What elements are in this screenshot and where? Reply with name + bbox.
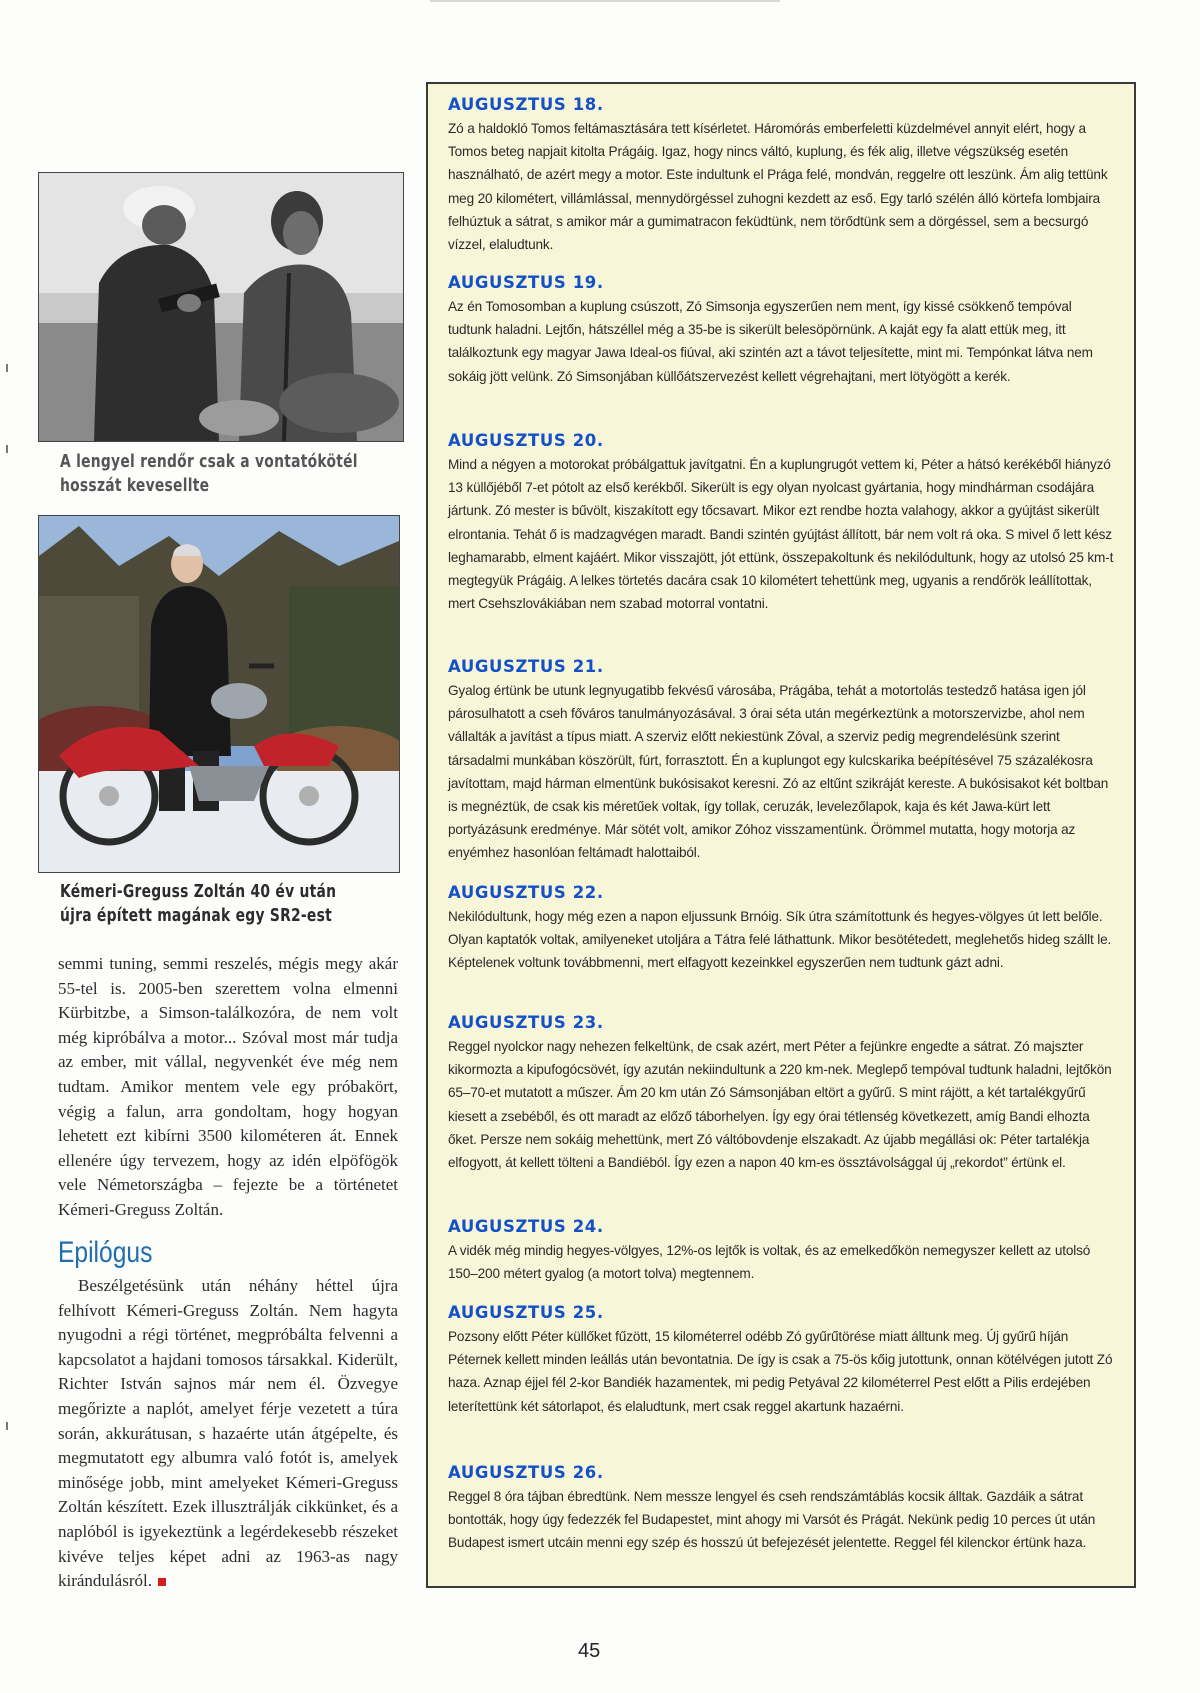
diary-entry [448, 1216, 1118, 1285]
diary-text: Reggel 8 óra tájban ébredtünk. Nem messze lengyel és cseh rendszámtáblás kocsik álltak. Gazdáik a sátrat bontották, hogy úgy fedezzék fel Budapestet, mint ahogy mi Varsót és Prágát. Nekünk pedig 10 perces út után Budapest ismert utcáin menni egy szép és hosszú út befejezését jelentette. Reggel fél kilenckor értünk haza. [448, 1489, 1096, 1551]
diary-text: Mind a négyen a motorokat próbálgattuk javítgatni. Én a kuplungrugót vettem ki, Péter a hátsó kerékéből hiányzó 13 küllőjéből 7-et pótolt az első kerékből. Sikerült is egy olyan nyolcast gyártania, hogy mindhárman csodájára jártunk. Zó mester is bűvölt, kiszakított egy tőcsavart. Mikor ezt rendbe hozta valahogy, akkor a gyújtást sikerült elrontania. Tehát ő is madzagvégen maradt. Bandi szintén gyújtást állított, bár nem volt rá oka. S mivel ő lett kész leghamarabb, elment kajáért. Mikor visszajött, jót ettünk, összepakoltunk és nekilódultunk, hogy az utolsó 25 km-t megtegyük Prágáig. A lelkes törtetés dacára csak 10 kilométert tehettünk meg, ugyanis a rendőrök leállítottak, mert Csehszlovákiában nem szabad motorral vontatni. [448, 457, 1114, 612]
photo-police-check [38, 172, 404, 442]
diary-text: Gyalog értünk be utunk legnyugatibb fekvésű városába, Prágába, tehát a motortolás testedző hatása igen jól párosulhatott a cseh főváros tanulmányozásával. 3 órai séta után megérkeztünk a motorszervizbe, ahol nem vállalták a javítást a típus miatt. A szerviz előtt nekiestünk Zóval, a szerviz pedig megrendelésünk szerint társadalmi munkában köszörült, fúrt, forrasztott. Én a kuplungot egy kulcskarika beépítésével 75 százalékosra javítottam, majd hárman elmentünk bukósisakot keresni. Zó az eltűnt szikráját kereste. A bukósisakot két boltban is megnéztük, de csak kis méretűek voltak, így tollak, ceruzák, levelezőlapok, kaja és két Jawa-kürt lett portyázásunk eredménye. Már sötét volt, amikor Zóhoz visszamentünk. Örömmel mutatta, hogy motorja az enyémhez hasonlóan feltámadt halottaiból. [448, 683, 1109, 861]
caption-police-photo: A lengyel rendőr csak a vontatókötél hosszát kevesellte [60, 452, 358, 496]
diary-date: AUGUSZTUS 22. [448, 883, 604, 902]
diary-entry [448, 1462, 1118, 1555]
binding-mark [6, 1422, 8, 1430]
diary-entry [448, 882, 1118, 975]
diary-text: Nekilódultunk, hogy még ezen a napon eljussunk Brnóig. Sík útra számítottunk és hegyes-völgyes út lett belőle. Olyan kaptatók voltak, amilyeneket utoljára a Tátra felé láthattunk. Mikor besötétedett, meglehetős hideg szállt le. Képtelenek voltunk továbbmenni, mert elfagyott kezeinkkel egyszerűen nem tudtunk gázt adni. [448, 909, 1112, 971]
binding-mark [6, 364, 8, 372]
diary-text: Az én Tomosomban a kuplung csúszott, Zó Simsonja egyszerűen nem ment, így kissé csökkenő tempóval tudtunk haladni. Lejtőn, hátszéllel még a 35-be is sikerült belesöpörnünk. A kaját egy fa alatt ettük meg, itt találkoztunk egy magyar Jawa Ideal-os fiúval, aki szintén azt a távot teljesítette, mint mi. Tempónkat látva nem sokáig jött velünk. Zó Simsonjában küllőátszervezést kellett végrehajtani, mert lötyögött a kerék. [448, 299, 1093, 384]
diary-entry [448, 1012, 1118, 1174]
diary-text: Reggel nyolckor nagy nehezen felkeltünk, de csak azért, mert Péter a fejünkre engedte a sátrat. Zó majszter kikormozta a kipufogócsövét, így azután nekiindultunk a 220 km-nek. Meglepő tempóval tudtunk haladni, lejtőkön 65–70-et mutatott a műszer. Ám 20 km után Zó Sámsonjában eltört a gyűrű. S mint rájött, a két tartalékgyűrű kiesett a zsebéből, és ott maradt az előző táborhelyen. Így egy órai tétlenség következett, amíg Bandi elhozta őket. Persze nem sokáig mehettünk, mert Zó váltóbovdenje elszakadt. Az újabb megállási ok: Péter tartalékja elfogyott, át kellett tölteni a Bandiéból. Így ezen a napon 40 km-es össztávolsággal új „rekordot” értünk el. [448, 1039, 1112, 1171]
diary-date: AUGUSZTUS 24. [448, 1217, 604, 1236]
diary-date: AUGUSZTUS 21. [448, 657, 604, 676]
epilogue-heading: Epilógus [58, 1236, 153, 1269]
diary-date: AUGUSZTUS 25. [448, 1303, 604, 1322]
end-of-article-square-icon [158, 1578, 166, 1586]
diary-date: AUGUSZTUS 18. [448, 95, 604, 114]
diary-date: AUGUSZTUS 26. [448, 1463, 604, 1482]
article-continuation: semmi tuning, semmi reszelés, mégis megy akár 55-tel is. 2005-ben szerettem volna elmenni Kürbitzbe, a Simson-találkozóra, de nem volt még kipróbálva a motor... Szóval most már tudja az ember, mit vállal, negyvenkét éve még nem tudtam. Amikor mentem vele egy próbakört, végig a falun, arra gondoltam, hogy hogyan lehetett ezt kibírni 3500 kilométeren át. Ennek ellenére úgy tervezem, hogy az idén elpöfögök vele Németországba – fejezte be a történetet Kémeri-Greguss Zoltán. [58, 954, 398, 1219]
diary-entry [448, 272, 1118, 388]
diary-text: Zó a haldokló Tomos feltámasztására tett kísérletet. Háromórás emberfeletti küzdelmével annyit elért, hogy a Tomos beteg napjait kitolta Prágáig. Igaz, hogy nincs váltó, kuplung, és fék alig, illetve végszükség esetén használható, de azért megy a motor. Este indultunk el Prága felé, mondván, reggelre ott leszünk. Ám alig tettünk meg 20 kilométert, villámlással, mennydörgéssel zuhogni kezdett az eső. Egy tarló szélén álló körtefa lombjaira felhúztuk a sátrat, s amikor már a gumimatracon feküdtünk, nem törődtünk sem a dörgéssel, sem a becsurgó vízzel, elaludtunk. [448, 121, 1108, 253]
binding-mark [6, 445, 8, 453]
page-number: 45 [578, 1640, 601, 1662]
epilogue-paragraph [58, 1274, 398, 1594]
diary-entry [448, 430, 1118, 615]
diary-date: AUGUSZTUS 20. [448, 431, 604, 450]
diary-text: A vidék még mindig hegyes-völgyes, 12%-os lejtők is voltak, és az emelkedőkön nemegyszer kellett az utolsó 150–200 métert gyalog (a motort tolva) megtennem. [448, 1243, 1091, 1282]
diary-entry [448, 94, 1118, 256]
diary-entry [448, 656, 1118, 865]
scan-edge-line [430, 0, 780, 2]
epilogue-text: Beszélgetésünk után néhány héttel újra felhívott Kémeri-Greguss Zoltán. Nem hagyta nyugodni a régi történet, megpróbálta felvenni a kapcsolatot a hajdani tomosos társakkal. Kiderült, Richter István sajnos már nem él. Özvegye megőrizte a naplót, amelyet férje vezetett a túra során, akkurátusan, s hazaérte után átgépelte, és megmutatott egy albumra való fotót is, amelyek minősége jobb, mint amelyeket Kémeri-Greguss Zoltán készített. Ezek illusztrálják cikkünket, és a naplóból is igyekeztünk a legérdekesebb részeket kivéve teljes képet adni az 1963-as nagy kirándulásról. [58, 1276, 398, 1591]
caption-moped-photo: Kémeri-Greguss Zoltán 40 év után újra épített magának egy SR2-est [60, 882, 337, 926]
diary-text: Pozsony előtt Péter küllőket fűzött, 15 kilométerrel odébb Zó gyűrűtörése miatt álltunk meg. Új gyűrű híján Péternek kellett minden leállás után bevontatnia. De így is csak a 75-ös kőig jutottunk, onnan kötélvégen jutott Zó haza. Aznap éjjel fél 2-kor Bandiék hazamentek, mi pedig Petyával 22 kilométerrel Pest előtt a Pilis erdejében leterítettünk két sátorlapot, és elaludtunk, mert csak reggel akartunk hazaérni. [448, 1329, 1113, 1414]
photo-moped-sr2 [38, 515, 400, 873]
diary-entry [448, 1302, 1118, 1418]
diary-date: AUGUSZTUS 19. [448, 273, 604, 292]
diary-box [426, 82, 1136, 1588]
diary-date: AUGUSZTUS 23. [448, 1013, 604, 1032]
